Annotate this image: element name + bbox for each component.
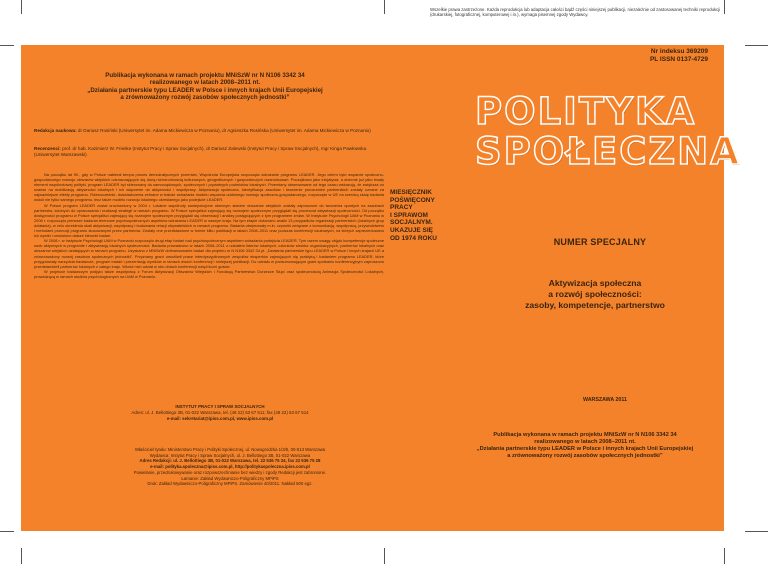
editors-label: Redakcja naukowa: [34, 128, 77, 133]
funding-line: Publikacja wykonana w ramach projektu MNiSzW nr N N106 3342 34 [493, 432, 677, 438]
description-line: I SPRAWOM [390, 211, 428, 219]
subtitle-line: Aktywizacja społeczna [548, 278, 642, 288]
institute-address: Adres: ul. J. Bellottiego 3B, 01-022 Warszawa, tel. (48 22) 53 67 511; fax (48 22) 53 67 514 [131, 410, 309, 415]
institute-email: e-mail: sekretariat@ipiss.com.pl, www.ipiss.com.pl [166, 416, 274, 421]
abstract-paragraph: W Polsce program LEADER został uruchomiony w 2004 r. Lokalne wspólnoty zaniepokojone obecnym stanem obszarów wiejskich zostały zaproszone do tworzenia opartych na zasobach partnerstw, zdolnych do opracowania i realizacji strategii w ramach programu. W Polsce specjaliści zajmujący się rozwojem społecznym przyglądali się procesowi aktywizacji społeczności. Od początku dostępności programu w Polsce specjaliści zajmujący się rozwojem społecznym przyglądali się obserwacji i analizy postępujących z tym programem zmian. W Instytucie Psychologii UAM w Poznaniu w 2008 r. rozpoczęto pierwsze badania terenowe psychospołecznych aspektów wdrażania LEADER w naszym kraju. Na tym etapie dokonano analiz 13 przypadków organizacji partnerskich (lokalnych grup działania), w celu określenia skali aktywizacji, współpracy i budowania relacji obywatelskich w ramach programu. Badania obejmowały m.in. czynniki związane z komunikacją, współpracą, przywództwem i metodami promocji programu stosowanymi przez partnerów. Zostały one przedstawione w formie kilku publikacji w latach 2008–2011 oraz podczas konferencji naukowych, na których zaprezentowano ich wyniki i omówiono dalsze kierunki badań. [34, 202, 384, 239]
issn-block [650, 48, 708, 64]
crop-mark [0, 45, 14, 46]
funding-line: Publikacja wykonana w ramach projektu MNiSzW nr N N106 3342 34 [105, 72, 305, 79]
special-issue-label: NUMER SPECJALNY [553, 237, 647, 247]
abstract-paragraph: W projekcie badawczym podjęto także współpracę z Forum Aktywizacji Obszarów Wiejskich i Fundacją Partnerstwo Dorzecze Słupi oraz społecznością Animacja Społeczności Lokalnych, prowadzącą w ramach studiów psychologicznych na UAM w Poznaniu. [34, 268, 384, 279]
publisher-contact: e-mail: polityka.spoleczna@ipiss.com.pl, http://politykaspoleczna.ipiss.com.pl [150, 464, 310, 470]
crop-mark [384, 548, 385, 564]
funding-line: realizowanego w latach 2008–2011 nt. [149, 79, 261, 87]
publication-date: WARSZAWA 2011 [583, 397, 627, 403]
institute-block [90, 404, 350, 422]
subtitle-line: zasoby, kompetencje, partnerstwo [525, 300, 665, 310]
description-line: MIESIĘCZNIK [390, 189, 432, 196]
editors-note [34, 128, 384, 134]
crop-mark [21, 0, 22, 14]
funding-note-bottom [460, 432, 710, 460]
description-line: POŚWIĘCONY [390, 196, 435, 204]
issn-number: PL ISSN 0137-4729 [649, 56, 708, 63]
publisher-print: Druk: Zakład Wydawniczo-Poligraficzny MPiPS. Zamówienie 40/2011. Nakład 500 egz. [147, 481, 313, 487]
issue-subtitle [490, 278, 700, 311]
publisher-notice: Powielanie, przedrukowywanie oraz rozpowszechnianie bez wiedzy i zgody Redakcji jest zabronione. [133, 469, 327, 475]
description-line: OD 1974 ROKU [390, 234, 437, 242]
copyright-notice: Wszelkie prawa zastrzeżone. Każda reprodukcja lub adaptacja całości bądź części niniejszej publikacji, niezależnie od zastosowanej techniki reprodukcji (drukarskiej, fotograficznej, komputerowej i in.), wymaga pisemnej zgody Wydawcy. [430, 7, 721, 18]
funding-line: realizowanego w latach 2008–2011 nt. [534, 439, 636, 445]
crop-mark [745, 45, 768, 46]
publisher-typesetting: Łamanie: Zakład Wydawniczo-Poligraficzny MPiPS [181, 475, 279, 481]
publisher-block [60, 447, 400, 487]
crop-mark [384, 0, 385, 14]
abstract-paragraph: W 2008 r. w Instytucie Psychologii UAM w Poznaniu rozpoczęto drugi etap badań nad psychospołecznym aspektem wdrażania podejścia LEADER. Tym razem uwagę objęto kompetencje społeczne osób aktywnych w programie i aktywizację lokalnych społeczności. Badania prowadzono w latach 2008–2011 z udziałem liderów lokalnych, członków struktur organizacyjnych, partnerów lokalnych oraz obszarów wiejskich działających w ramach programu. Uzyskano z MNiSzW dofinansowanie badań dla projektu nr N N106 3342 34 pt. „Działania partnerskie typu LEADER w Polsce i innych krajach UE a zrównoważony rozwój zasobów społecznych jednostki”. Przyznany grant umożliwił prace interdyscyplinarnych zespołów ekspertów zajmujących się praktyką i badaniem programu LEADER, które przygotowały narzędzia badawcze, program badań i prezentację wyników w ramach dwóch konferencji i niniejszej publikacji. Do udziału w podsumowującym grant spotkaniu konferencyjnym zaproszono przedstawicieli partnerów lokalnych z całego kraju. Wśród nich udział w obu dniach konferencji wzięli liczni goście. [34, 238, 384, 269]
abstract-paragraph: Na początku lat 90., gdy w Polsce nabierał tempa proces demokratycznych przemian, Wspólnota Europejska rozpoczęła wdrażanie programu LEADER. Jego celem było wsparcie społeczno-gospodarczego rozwoju obszarów wiejskich odznaczających się dużą różnorodnością kulturowych, geograficznych i gospodarczych uwarunkowań. Początkowo jako inicjatywa, a obecnie już jako trwały element wspólnotowej polityki, program LEADER był skierowany do samorządowych, społecznych i prywatnych podmiotów lokalnych. Przemiany obserwowane od tego czasu wskazują, że zwiększa on szanse na mobilizację aktywności lokalnych i ich włączenie do aktywności i współpracy. Aktywizacja społeczna, identyfikacja zasobów i tworzenie porozumień partnerskich zostały uznane za najważniejsze efekty programu. Równocześnie, doświadczenia zebrane w trakcie wdrażania modelu wsparcia oddolnego rozwoju społeczno-gospodarczego, rozpoczęte w UE na szeroką skalę badania wokół nie tylko samego programu, lecz także modelu rozwoju lokalnego określanego jako podejście LEADER. [34, 172, 384, 203]
description-line: UKAZUJE SIĘ [390, 226, 433, 234]
abstract-text [34, 172, 384, 279]
funding-line: „Działania partnerskie typu LEADER w Polsce i innych krajach Unii Europejskiej [87, 86, 323, 94]
crop-mark [745, 531, 768, 532]
index-number: Nr indeksu 369209 [650, 48, 708, 55]
funding-line: a zrównoważony rozwój zasobów społecznych jednostki” [507, 453, 663, 459]
title-line: POLITYKA [475, 90, 697, 133]
journal-title [475, 92, 741, 172]
crop-mark [21, 548, 22, 564]
title-line: SPOŁECZNA [475, 130, 741, 173]
funding-line: „Działania partnerskie typu LEADER w Polsce i innych krajach Unii Europejskiej [476, 446, 694, 452]
publisher-owner: Właściciel tytułu: Ministerstwo Pracy i Polityki Społecznej, ul. Nowogrodzka 1/3/5, 00-513 Warszawa [134, 447, 326, 452]
publisher-issuer: Wydawca: Instytut Pracy i Spraw Socjalnych, ul. J. Bellottiego 3B, 01-022 Warszawa [149, 452, 311, 458]
funding-line: a zrównoważony rozwój zasobów społecznych jednostki” [120, 94, 290, 102]
reviewers-label: Recenzenci: [34, 146, 61, 151]
publisher-editorial: Adres Redakcji: ul. J. Bellottiego 3B, 01-022 Warszawa, tel. 22 536 75 34, fax 22 536 75 28 [139, 458, 321, 464]
funding-note-top [80, 72, 330, 102]
reviewers-note [34, 146, 384, 158]
institute-name: INSTYTUT PRACY I SPRAW SOCJALNYCH [175, 404, 265, 409]
reviewers-text: prof. dr hab. Kazimierz W. Frieske (Instytut Pracy i Spraw Socjalnych), dr Dariusz Zalewski (Instytut Pracy i Spraw Socjalnych), mgr Kinga Pawłowska (Uniwersytet Warszawski) [34, 146, 367, 157]
subtitle-line: a rozwój społeczności: [548, 289, 642, 299]
description-line: SOCJALNYM. [390, 219, 433, 227]
crop-mark [0, 531, 14, 532]
description-line: PRACY [390, 204, 413, 212]
journal-description [390, 189, 472, 242]
crop-mark [724, 548, 725, 564]
editors-text: dr Dariusz Rosiński (Uniwersytet im. Adama Mickiewicza w Poznaniu), dr Agnieszka Rosińska (Uniwersytet im. Adama Mickiewicza w Poznaniu) [77, 128, 371, 133]
